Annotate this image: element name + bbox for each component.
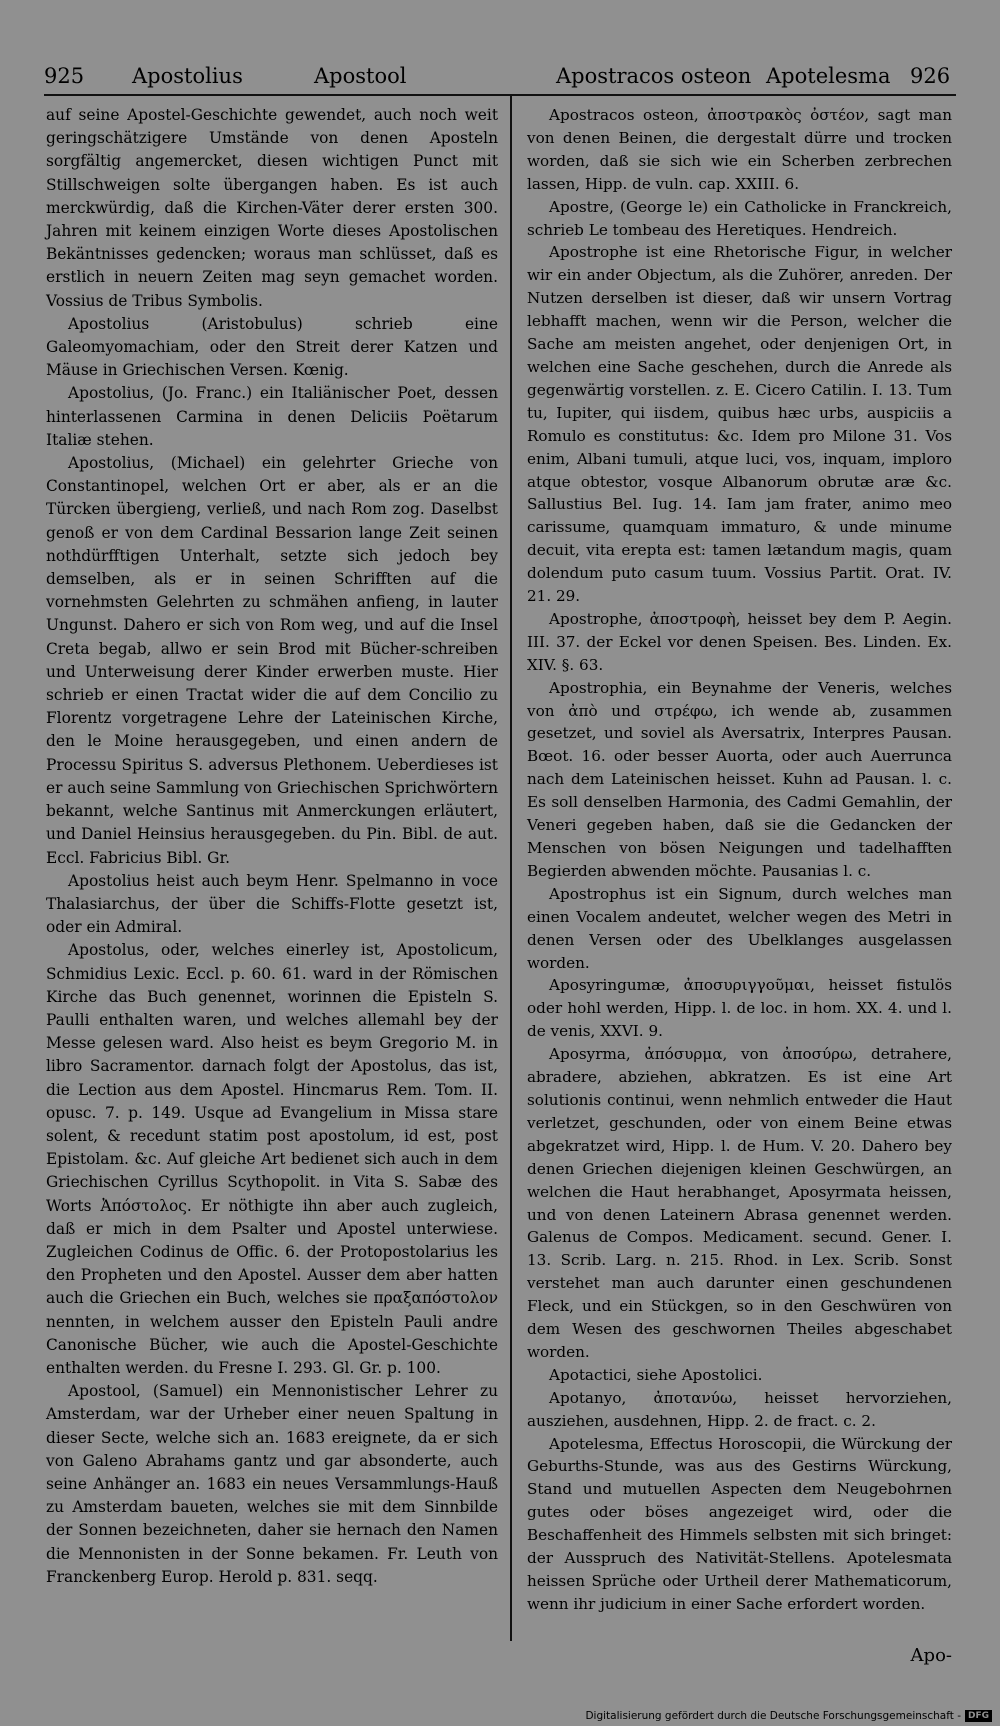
- digitization-footer: [585, 1710, 992, 1722]
- dictionary-entry: Apostolius, (Jo. Franc.) ein Italiänischer Poet, dessen hinterlassenen Carmina in denen Deliciis Poëtarum Italiæ stehen.: [46, 384, 498, 449]
- dictionary-entry: Apotactici, siehe Apostolici.: [549, 1365, 763, 1384]
- dictionary-entry: Apostracos osteon, ἀποστρακὸς ὀστέον, sagt man von denen Beinen, die dergestalt dürre und trocken worden, daß sie sich wie ein Scherben zerbrechen lassen, Hipp. de vuln. cap. XXIII. 6.: [527, 106, 952, 193]
- dictionary-entry: Apotelesma, Effectus Horoscopii, die Würckung der Geburths-Stunde, was aus des Gestirns Würckung, Stand und mutuellen Aspecten dem Neugebohrnen gutes oder böses angezeiget wird, oder die Beschaffenheit des Himmels selbsten mit sich bringet: der Ausspruch des Nativität-Stellens. Apotelesmata heissen Sprüche oder Urtheil derer Mathematicorum, wenn ihr judicium in einer Sache erfordert worden.: [527, 1434, 952, 1613]
- left-column: [46, 104, 498, 1589]
- dictionary-entry: Apostrophe ist eine Rhetorische Figur, in welcher wir ein ander Objectum, als die Zuhörer, anreden. Der Nutzen derselben ist dieser, daß wir unsern Vortrag lebhafft machen, wenn wir die Person, welcher die Sache am meisten angehet, oder denjenigen Ort, in welchen eine Sache geschehen, durch die Anrede als gegenwärtig vorstellen. z. E. Cicero Catilin. I. 13. Tum tu, Iupiter, qui iisdem, quibus hæc urbs, auspiciis a Romulo es constitutus: &c. Idem pro Milone 31. Vos enim, Albani tumuli, atque luci, vos, inquam, imploro atque obtestor, vosque Albanorum obrutæ aræ &c. Sallustius Bel. Iug. 14. Iam jam frater, animo meo carissume, quamquam immaturo, & unde minume decuit, vita erepta est: tamen lætandum magis, quam dolendum puto casum tuum. Vossius Partit. Orat. IV. 21. 29.: [527, 243, 952, 606]
- dictionary-entry: Apostrophia, ein Beynahme der Veneris, welches von ἀπὸ und στρέφω, ich wende ab, zusammen gesetzet, und soviel als Aversatrix, Interpres Pausan. Bœot. 16. oder besser Auorta, oder auch Auerrunca nach dem Lateinischen heisset. Kuhn ad Pausan. l. c. Es soll denselben Harmonia, des Cadmi Gemahlin, der Veneri gegeben haben, daß sie die Gedancken der Menschen von bösen Neigungen und tadelhafften Begierden abwenden möchte. Pausanias l. c.: [527, 678, 952, 880]
- header-word-left-1: Apostolius: [132, 64, 243, 88]
- running-header: [44, 58, 956, 92]
- dictionary-entry: Aposyrma, ἀπόσυρμα, von ἀποσύρω, detrahere, abradere, abziehen, abkratzen. Es ist eine Art solutionis continui, wenn nehmlich entweder die Haut verletzet, geschunden, oder von einem Beine etwas abgekratzet wird, Hipp. l. de Hum. V. 20. Dahero bey denen Griechen diejenigen kleinen Geschwürgen, an welchen die Haut herabhanget, Aposyrmata heissen, und von denen Lateinern Abrasa genennet werden. Galenus de Compos. Medicament. secund. Gener. I. 13. Scrib. Larg. n. 215. Rhod. in Lex. Scrib. Sonst verstehet man auch darunter einen geschundenen Fleck, und ein Stückgen, so in den Geschwüren von dem Wesen des geschwornen Theiles abgeschabet worden.: [527, 1045, 952, 1361]
- footer-credit: Digitalisierung gefördert durch die Deutsche Forschungsgemeinschaft -: [585, 1710, 961, 1722]
- dictionary-entry: Aposyringumæ, ἀποσυριγγοῦμαι, heisset fistulös oder hohl werden, Hipp. l. de loc. in hom. XX. 4. und l. de venis, XXVI. 9.: [527, 976, 952, 1041]
- column-divider: [510, 96, 512, 1641]
- dictionary-entry: Apostool, (Samuel) ein Mennonistischer Lehrer zu Amsterdam, war der Urheber einer neuen Spaltung in dieser Secte, welche sich an. 1683 ereignete, da er sich von Galeno Abrahams gantz und gar absonderte, auch seine Anhänger an. 1683 ein neues Versammlungs-Hauß zu Amsterdam baueten, welches sie mit dem Sinnbilde der Sonnen bezeichneten, daher sie hernach den Namen die Mennonisten in der Sonne bekamen. Fr. Leuth von Franckenberg Europ. Herold p. 831. seqq.: [46, 1382, 498, 1586]
- dictionary-entry: Apostrophus ist ein Signum, durch welches man einen Vocalem andeutet, welcher wegen des Metri in denen Versen oder des Ubelklanges ausgelassen worden.: [527, 884, 952, 972]
- page-number-right: 926: [910, 64, 951, 88]
- dictionary-entry: auf seine Apostel-Geschichte gewendet, auch noch weit geringschätzigere Umstände von denen Aposteln sorgfältig angemercket, diesen wichtigen Punct mit Stillschweigen solte übergangen haben. Es ist auch merckwürdig, daß die Kirchen-Väter derer ersten 300. Jahren mit keinem einzigen Worte dieses Apostolischen Bekäntnisses gedencken; woraus man schlüsset, daß es erstlich in neuern Zeiten mag seyn gemachet worden. Vossius de Tribus Symbolis.: [46, 106, 498, 310]
- header-word-right-1: Apostracos osteon: [556, 64, 752, 88]
- header-rule: [44, 94, 956, 96]
- dictionary-entry: Apostolus, oder, welches einerley ist, Apostolicum, Schmidius Lexic. Eccl. p. 60. 61. ward in der Römischen Kirche das Buch genennet, worinnen die Episteln S. Paulli enthalten waren, und welches allemahl bey der Messe gelesen ward. Also heist es beym Gregorio M. in libro Sacramentor. darnach folgt der Apostolus, das ist, die Lection aus dem Apostel. Hincmarus Rem. Tom. II. opusc. 7. p. 149. Usque ad Evangelium in Missa stare solent, & recedunt statim post apostolum, id est, post Epistolam. &c. Auf gleiche Art bedienet sich auch in dem Griechischen Cyrillus Scythopolit. in Vita S. Sabæ des Worts Ἀπόστολος. Er nöthigte ihn aber auch zugleich, daß er mich in dem Psalter und Apostel unterwiese. Zugleichen Codinus de Offic. 6. der Protopostolarius les den Propheten und den Apostel. Ausser dem aber hatten auch die Griechen ein Buch, welches sie πραξαπόστολον nennten, in welchem ausser den Episteln Pauli andre Canonische Bücher, wie auch die Apostel-Geschichte enthalten werden. du Fresne I. 293. Gl. Gr. p. 100.: [46, 941, 498, 1377]
- dictionary-entry: Apostolius (Aristobulus) schrieb eine Galeomyomachiam, oder den Streit derer Katzen und Mäuse in Griechischen Versen. Kœnig.: [46, 314, 498, 380]
- right-column: [527, 104, 952, 1616]
- dfg-logo: DFG: [965, 1710, 992, 1722]
- header-word-right-2: Apotelesma: [766, 64, 891, 88]
- dictionary-entry: Apostre, (George le) ein Catholicke in Franckreich, schrieb Le tombeau des Heretiques. Hendreich.: [527, 197, 952, 239]
- catchword: Apo-: [910, 1645, 952, 1666]
- dictionary-entry: Apotanyo, ἀποτανύω, heisset hervorziehen, ausziehen, ausdehnen, Hipp. 2. de fract. c. 2.: [527, 1388, 952, 1430]
- header-word-left-2: Apostool: [314, 64, 407, 88]
- dictionary-entry: Apostrophe, ἀποστροφὴ, heisset bey dem P. Aegin. III. 37. der Eckel vor denen Speisen. Bes. Linden. Ex. XIV. §. 63.: [527, 609, 952, 674]
- dictionary-entry: Apostolius heist auch beym Henr. Spelmanno in voce Thalasiarchus, der über die Schiffs-Flotte gesetzt ist, oder ein Admiral.: [46, 871, 498, 937]
- dictionary-entry: Apostolius, (Michael) ein gelehrter Grieche von Constantinopel, welchen Ort er aber, als er an die Türcken übergieng, verließ, und nach Rom zog. Daselbst genoß er von dem Cardinal Bessarion lange Zeit seinen nothdürfftigen Unterhalt, setzte sich jedoch bey demselben, als er in seinen Schrifften auf die vornehmsten Gelehrten zu schmähen anfieng, in lauter Ungunst. Dahero er sich von Rom weg, und auf die Insel Creta begab, allwo er sein Brod mit Bücher-schreiben und Unterweisung derer Kinder erwerben muste. Hier schrieb er einen Tractat wider die auf dem Concilio zu Florentz vorgetragene Lehre der Lateinischen Kirche, den le Moine herausgegeben, und einen andern de Processu Spiritus S. adversus Plethonem. Ueberdieses ist er auch seine Sammlung von Griechischen Sprichwörtern bekannt, welche Santinus mit Anmerckungen erläutert, und Daniel Heinsius herausgegeben. du Pin. Bibl. de aut. Eccl. Fabricius Bibl. Gr.: [46, 454, 498, 867]
- page-number-left: 925: [44, 64, 85, 88]
